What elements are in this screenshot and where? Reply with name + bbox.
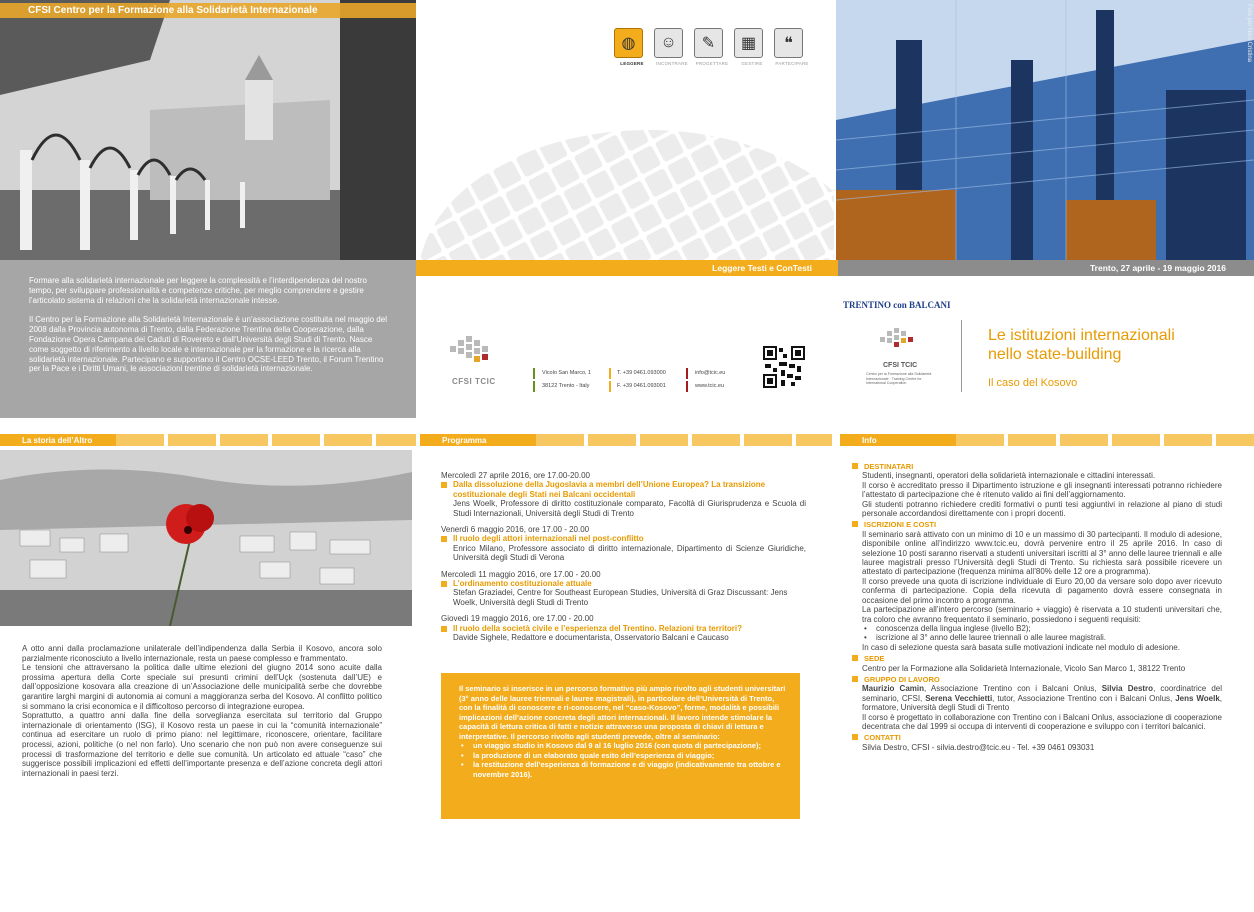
story-band bbox=[0, 434, 416, 446]
info-heading-gruppo: GRUPPO DI LAVORO bbox=[862, 675, 1222, 684]
cfsi-logo-graphic bbox=[446, 332, 494, 372]
bullet-green bbox=[533, 368, 535, 379]
course-box bbox=[441, 673, 800, 819]
bullet-red-2 bbox=[686, 381, 688, 392]
cover-subtitle: Il caso del Kosovo bbox=[988, 377, 1078, 389]
list-item: • la restituzione dell’esperienza di formazione e di viaggio (indicativamente tra ottobre e novembre 2016). bbox=[459, 760, 786, 779]
photo-credit: Foto per Nico Cristina bbox=[1246, 4, 1252, 63]
info-text: La partecipazione all’intero percorso (seminario + viaggio) è riservata a 10 studenti universitari che, tra coloro che avranno frequentato il seminario, possiedono i seguenti requisiti: bbox=[862, 605, 1222, 624]
info-text: Gli studenti potranno richiedere crediti formativi o punti tesi aggiuntivi in relazione al piano di studi personale accordandosi direttamente con i propri docenti. bbox=[862, 499, 1222, 519]
cover-logo-sub: Centro per la Formazione alla Solidarietà Internazionale · Training Centre for International Cooperation bbox=[866, 372, 932, 385]
info-heading-destinatari: DESTINATARI bbox=[862, 462, 1222, 471]
info-band bbox=[840, 434, 1254, 446]
intro-paragraph-1: Formare alla solidarietà internazionale per leggere la complessità e l’interdipendenza del nostro tempo, per sviluppare professionalità e competenze critiche, per meglio comprendere e gestire l’articolato sistema di relazioni che la solidarietà internazionale intesse. bbox=[29, 276, 367, 305]
story-paragraph-2: Le tensioni che attraversano la politica dalle ultime elezioni del giugno 2014 sono acuite dalla prossima apertura della Corte speciale sui presunti crimini dell’Uçk (sostenuta dall’UE) e dall’opposizione kosovara alla creazione di un’Associazione delle municipalità serbe che dovrebbe garantire larghi margini di autonomia ai comuni a maggioranza serba del Kosovo. Al conflitto politico si sommano la crisi economica e il difficoltoso percorso di integrazione europea. bbox=[22, 663, 382, 711]
intro-box bbox=[0, 260, 416, 418]
info-heading: Info bbox=[840, 434, 956, 446]
program-heading: Programma bbox=[420, 434, 536, 446]
tools-icon: ✎ bbox=[694, 28, 723, 58]
info-text: Centro per la Formazione alla Solidarietà Internazionale, Vicolo San Marco 1, 38122 Trento bbox=[862, 663, 1186, 673]
icon-partecipare[interactable]: ❝ PARTECIPARE bbox=[774, 28, 810, 66]
series-band: Leggere Testi e ConTesti bbox=[416, 260, 838, 276]
intro-paragraph-2: Il Centro per la Formazione alla Solidarietà Internazionale è un’associazione costituita nel maggio del 2008 dalla Provincia autonoma di Trento, dalla Federazione Trentina della Cooperazione, dalla Fondazione Opera Campana dei Caduti di Rovereto e dall’Università degli Studi di Trento. Nasce come soggetto di riferimento a livello locale e internazionale per la formazione e la ricerca alla solidarietà internazionale. Partecipano e supportano il Centro OCSE-LEED Trento, il Forum Trentino per la Pace e i Diritti Umani, le associazioni trentine di solidarietà internazionale. bbox=[29, 315, 387, 374]
info-text: Studenti, insegnanti, operatori della solidarietà internazionale e cittadini interessati. bbox=[862, 471, 1156, 481]
web-link[interactable]: www.tcic.eu bbox=[695, 383, 725, 389]
faces-icon: ☺ bbox=[654, 28, 683, 58]
poppy-photo bbox=[0, 450, 412, 626]
info-heading-iscrizioni: ISCRIZIONI E COSTI bbox=[862, 520, 1222, 529]
date-band: Trento, 27 aprile - 19 maggio 2016 bbox=[838, 260, 1254, 276]
info-text: Il corso è progettato in collaborazione con Trentino con i Balcani Onlus, associazione di cooperazione decentrata che dal 1999 si occupa di interventi di cooperazione e sviluppo con i territori balcanici. bbox=[862, 712, 1222, 731]
program-list bbox=[441, 471, 806, 643]
program-item: Venerdì 6 maggio 2016, ore 17.00 - 20.00 Il ruolo degli attori internazionali nel post-conflitto Enrico Milano, Professore associato di diritto internazionale, Dipartimento di Scienze Giuridiche, Università degli Studi di Verona bbox=[441, 525, 806, 563]
info-text: Maurizio Camin, Associazione Trentino con i Balcani Onlus, Silvia Destro, coordinatrice del seminario, CFSI, Serena Vecchietti, tutor, Associazione Trentino con i Balcani Onlus, Jens Woelk, formatore, Università degli Studi di Trento bbox=[862, 684, 1223, 713]
list-item: • conoscenza della lingua inglese (livello B2); bbox=[862, 624, 1222, 633]
icon-gestire[interactable]: ▦ GESTIRE bbox=[734, 28, 770, 66]
icon-incontrare[interactable]: ☺ INCONTRARE bbox=[654, 28, 690, 66]
program-band bbox=[420, 434, 832, 446]
contact-phone: T. +39 0461.093000 F. +39 0461.093001 bbox=[617, 370, 666, 389]
program-item: Mercoledì 11 maggio 2016, ore 17.00 - 20.00 L’ordinamento costituzionale attuale Stefan Graziadei, Centre for Southeast European Studies, Università di Graz Discussant: Jens Woelk, Università degli Studi di Trento bbox=[441, 570, 806, 608]
story-heading: La storia dell’Altro bbox=[0, 434, 116, 446]
list-item: • un viaggio studio in Kosovo dal 9 al 16 luglio 2016 (con quota di partecipazione); bbox=[459, 741, 786, 751]
cfsi-cover-logo-graphic bbox=[878, 325, 920, 359]
info-column bbox=[862, 460, 1222, 752]
program-item: Giovedì 19 maggio 2016, ore 17.00 - 20.00 Il ruolo della società civile e l’esperienza del Trentino. Relazioni tra territori? Davide Sighele, Redattore e documentarista, Osservatorio Balcani e Caucaso bbox=[441, 614, 806, 642]
info-heading-sede: SEDE bbox=[862, 654, 1222, 663]
program-item: Mercoledì 27 aprile 2016, ore 17.00-20.00 Dalla dissoluzione della Jugoslavia a membri dell’Unione Europea? La transizione costituzionale degli Stati nei Balcani occidentali Jens Woelk, Professore di diritto costituzionale comparato, Facoltà di Giurisprudenza e Scuola di Studi Internazionali, Università degli Studi di Trento bbox=[441, 471, 806, 518]
partner-logo: TRENTINO con BALCANI bbox=[843, 300, 951, 310]
cover-title: Le istituzioni internazionali nello state-building bbox=[988, 327, 1175, 363]
story-text bbox=[22, 644, 382, 778]
list-item: • la produzione di un elaborato quale esito dell’esperienza di viaggio; bbox=[459, 751, 786, 761]
info-text: Il corso è accreditato presso il Dipartimento istruzione e gli insegnanti interessati potranno richiedere l’attestato di partecipazione che è ritenuto valido ai fini dell’aggiornamento. bbox=[862, 480, 1222, 500]
category-icons bbox=[614, 28, 810, 66]
cfsi-logo-text: CFSI TCIC bbox=[452, 377, 496, 386]
speech-icon: ❝ bbox=[774, 28, 803, 58]
building-photo bbox=[836, 0, 1254, 260]
contact-address: Vicolo San Marco, 1 38122 Trento - Italy bbox=[542, 370, 592, 389]
cover-divider bbox=[961, 320, 962, 392]
story-paragraph-3: Soprattutto, a quattro anni dalla fine della sorveglianza esercitata sul territorio dal Gruppo internazionale di orientamento (ISG), il Kosovo resta un paese in cui la “comunità internazionale” continua ad esercitare un ruolo di primo piano: nel legittimare, riconoscere, orientare, facilitare processi, azioni, politiche (o nel non farlo). Uno scenario che non può non avere conseguenze sui processi di trasformazione del territorio e delle sue comunità. Un articolato ed attuale “caso” che suggerisce possibili implicazioni ed effetti dell’importante presenza e dell’azione concreta degli attori internazionali in paesi terzi. bbox=[22, 711, 382, 778]
cloister-photo bbox=[0, 0, 416, 260]
bullet-red bbox=[686, 368, 688, 379]
story-paragraph-1: A otto anni dalla proclamazione unilaterale dell’indipendenza dalla Serbia il Kosovo, ancora solo parzialmente riconosciuto a livello internazionale, resta un paese complesso e frammentato. bbox=[22, 644, 382, 663]
contact-web bbox=[695, 367, 725, 393]
info-text: In caso di selezione questa sarà basata sulle motivazioni indicate nel modulo di adesione. bbox=[862, 642, 1180, 652]
flowchart-icon: ▦ bbox=[734, 28, 763, 58]
bullet-yellow-2 bbox=[609, 381, 611, 392]
info-heading-contatti: CONTATTI bbox=[862, 733, 1222, 742]
cover-logo-text: CFSI TCIC bbox=[883, 362, 918, 369]
globe-icon: ◍ bbox=[614, 28, 643, 58]
qr-code-icon[interactable] bbox=[763, 346, 805, 388]
icon-leggere[interactable]: ◍ LEGGERE bbox=[614, 28, 650, 66]
info-text: Silvia Destro, CFSI - silvia.destro@tcic.eu - Tel. +39 0461 093031 bbox=[862, 742, 1095, 752]
cloister-illustration bbox=[0, 0, 416, 260]
course-list bbox=[459, 741, 786, 779]
info-text: Il corso prevede una quota di iscrizione individuale di Euro 20,00 da versare solo dopo aver ricevuto conferma di partecipazione. Copia della ricevuta di pagamento dovrà essere consegnata in occasione del primo incontro a programma. bbox=[862, 576, 1222, 605]
icon-progettare[interactable]: ✎ PROGETTARE bbox=[694, 28, 730, 66]
bullet-yellow bbox=[609, 368, 611, 379]
cloister-caption: CFSI Centro per la Formazione alla Solidarietà Internazionale bbox=[0, 3, 416, 18]
sphere-graphic bbox=[418, 90, 834, 260]
list-item: • iscrizione al 3° anno delle lauree triennali o alle lauree magistrali. bbox=[862, 633, 1222, 642]
info-text: Il seminario sarà attivato con un minimo di 10 e un massimo di 30 partecipanti. Il modulo di adesione, disponibile online all’indirizzo www.tcic.eu, dovrà pervenire entro il 25 aprile 2016. In caso di selezione 10 posti saranno riservati a studenti universitari iscritti al 3° anno delle lauree triennali e alle lauree magistrali presso l’Università degli Studi di Trento. Su richiesta sarà possibile ricevere un attestato di partecipazione (frequenza minima all’80% delle 12 ore a programma). bbox=[862, 529, 1222, 577]
email-link[interactable]: info@tcic.eu bbox=[695, 370, 726, 376]
course-text: Il seminario si inserisce in un percorso formativo più ampio rivolto agli studenti universitari (3° anno delle lauree triennali e lauree magistrali), in particolare dell’Università di Trento, con la finalità di conoscere e ri-conoscere, nel “caso-Kosovo”, forme, modalità e possibili implicazioni dell’azione concreta degli attori internazionali. Il lavoro intende stimolare la capacità di lettura critica di fatti e notizie attraverso una proposta di chiavi di lettura e interpretative. Il percorso rivolto agli studenti prevede, oltre al seminario: bbox=[459, 684, 786, 741]
bullet-green-2 bbox=[533, 381, 535, 392]
requirements-list bbox=[862, 624, 1222, 643]
